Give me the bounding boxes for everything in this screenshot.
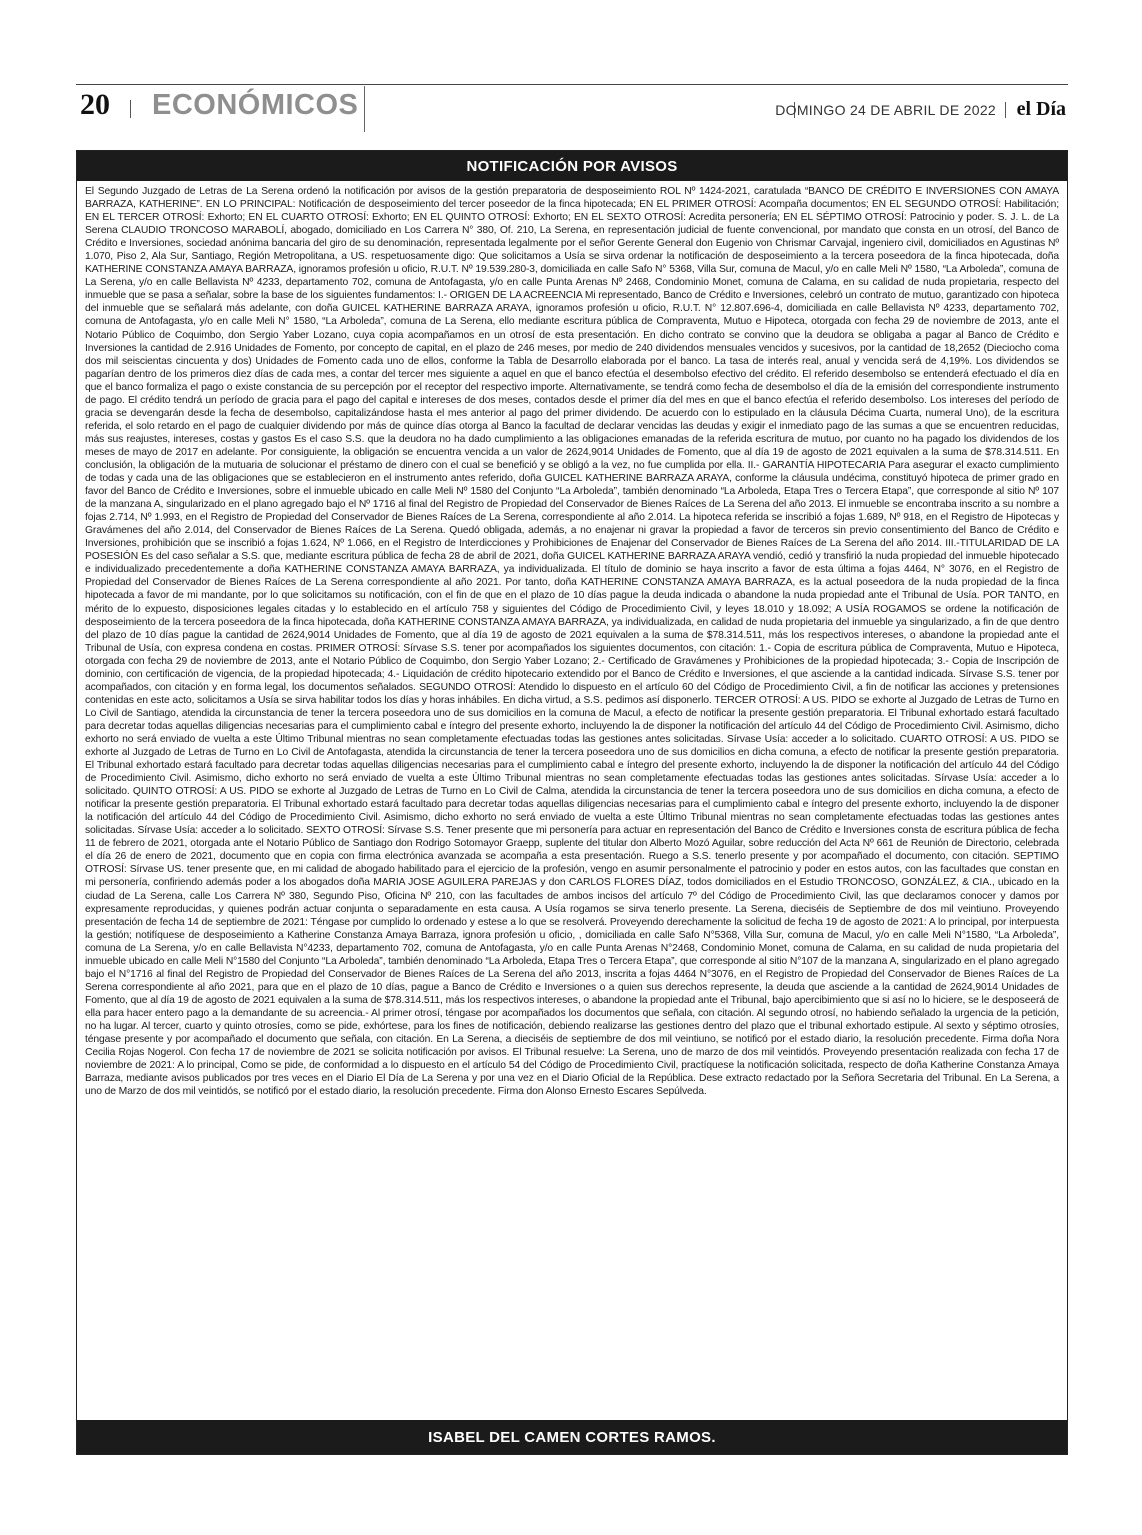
brand-divider xyxy=(1005,102,1006,118)
page-number: 20 xyxy=(80,88,110,121)
top-rule xyxy=(76,84,1068,85)
newspaper-logo: el Día xyxy=(1016,98,1066,120)
section-divider xyxy=(364,86,365,132)
notice-body: El Segundo Juzgado de Letras de La Serena ordenó la notificación por avisos de la gestión preparatoria de desposeimiento ROL Nº 1424-2021, caratulada “BANCO DE CRÉDITO E INVERSIONES CON AMAYA BARRAZA, KATHERINE”. EN LO PRINCIPAL: Notificación de desposeimiento del tercer poseedor de la finca hipotecada; EN EL PRIMER OTROSÍ: Acompaña documentos; EN EL SEGUNDO OTROSÍ: Habilitación; EN EL TERCER OTROSÍ: Exhorto; EN EL CUARTO OTROSÍ: Exhorto; EN EL QUINTO OTROSÍ: Exhorto; EN EL SEXTO OTROSÍ: Acredita personería; EN EL SÉPTIMO OTROSÍ: Patrocinio y poder. S. J. L. de La Serena CLAUDIO TRONCOSO MARABOLÍ, abogado, domiciliado en Los Carrera N° 380, Of. 210, La Serena, en representación judicial de fuente convencional, por mandato que consta en un otrosí, del Banco de Crédito e Inversiones, sociedad anónima bancaria del giro de su denominación, representada legalmente por el señor Gerente General don Eugenio von Chrismar Carvajal, ingeniero civil, domiciliados en Agustinas Nº 1.070, Piso 2, Ala Sur, Santiago, Región Metropolitana, a US. respetuosamente digo: Que solicitamos a Usía se sirva ordenar la notificación de desposeimiento a la tercera poseedora de la finca hipotecada, doña KATHERINE CONSTANZA AMAYA BARRAZA, ignoramos profesión u oficio, R.U.T. Nº 19.539.280-3, domiciliada en calle Safo N° 5368, Villa Sur, comuna de Macul, y/o en calle Meli Nº 1580, “La Arboleda”, comuna de La Serena, y/o en calle Bellavista Nº 4233, departamento 702, comuna de Antofagasta, y/o en calle Punta Arenas Nº 2468, Condominio Monet, comuna de Calama, en su calidad de nuda propietaria, respecto del inmueble que se pasa a señalar, sobre la base de los siguientes fundamentos: I.- ORIGEN DE LA ACREENCIA Mi representado, Banco de Crédito e Inversiones, celebró un contrato de mutuo, garantizado con hipoteca del inmueble que se señalará más adelante, con doña GUICEL KATHERINE BARRAZA ARAYA, ignoramos profesión u oficio, R.U.T. N° 12.807.696-4, domiciliada en calle Bellavista Nº 4233, departamento 702, comuna de Antofagasta, y/o en calle Meli N° 1580, “La Arboleda”, comuna de La Serena, ello mediante escritura pública de Compraventa, Mutuo e Hipoteca, otorgada con fecha 29 de noviembre de 2013, ante el Notario Público de Coquimbo, don Sergio Yaber Lozano, cuya copia acompañamos en un otrosí de esta presentación. En dicho contrato se convino que la deudora se obligaba a pagar al Banco de Crédito e Inversiones la cantidad de 2.916 Unidades de Fomento, por concepto de capital, en el plazo de 246 meses, por medio de 240 dividendos mensuales vencidos y sucesivos, por la cantidad de 18,2652 (Dieciocho coma dos mil seiscientas cincuenta y dos) Unidades de Fomento cada uno de ellos, conforme la Tabla de Desarrollo elaborada por el banco. La tasa de interés real, anual y vencida será de 4,19%. Los dividendos se pagarían dentro de los primeros diez días de cada mes, a contar del tercer mes siguiente a aquel en que el banco efectúa el desembolso efectivo del crédito. El referido desembolso se entenderá efectuado el día en que el banco formaliza el pago o existe constancia de su percepción por el receptor del respectivo importe. Alternativamente, se tendrá como fecha de desembolso el día de la emisión del correspondiente instrumento de pago. El crédito tendrá un período de gracia para el pago del capital e intereses de dos meses, contados desde el primer día del mes en que el banco efectúa el referido desembolso. Los intereses del período de gracia se devengarán desde la fecha de desembolso, capitalizándose hasta el mes anterior al pago del primer dividendo. De acuerdo con lo estipulado en la cláusula Décima Cuarta, numeral Uno), de la escritura referida, el solo retardo en el pago de cualquier dividendo por más de quince días otorga al Banco la facultad de declarar vencidas las deudas y exigir el inmediato pago de las sumas a que se encuentren reducidas, más sus reajustes, intereses, costas y gastos Es el caso S.S. que la deudora no ha dado cumplimiento a las obligaciones emanadas de la referida escritura de mutuo, por cuanto no ha pagado los dividendos de los meses de mayo de 2017 en adelante. Por consiguiente, la obligación se encuentra vencida a un valor de 2624,9014 Unidades de Fomento, que al día 19 de agosto de 2021 equivalen a la suma de $78.314.511. En conclusión, la obligación de la mutuaria de solucionar el préstamo de dinero con el cual se benefició y se obligó a la vez, no fue cumplida por ella. II.- GARANTÍA HIPOTECARIA Para asegurar el exacto cumplimiento de todas y cada una de las obligaciones que se establecieron en el instrumento antes referido, doña GUICEL KATHERINE BARRAZA ARAYA, conforme la cláusula undécima, constituyó hipoteca de primer grado en favor del Banco de Crédito e Inversiones, sobre el inmueble ubicado en calle Meli Nº 1580 del Conjunto “La Arboleda”, también denominado “La Arboleda, Etapa Tres o Tercera Etapa”, que corresponde al sitio Nº 107 de la manzana A, singularizado en el plano agregado bajo el Nº 1716 al final del Registro de Propiedad del Conservador de Bienes Raíces de La Serena del año 2013. El inmueble se encontraba inscrito a su nombre a fojas 2.714, Nº 1.993, en el Registro de Propiedad del Conservador de Bienes Raíces de La Serena, correspondiente al año 2.014. La hipoteca referida se inscribió a fojas 1.689, Nº 918, en el Registro de Hipotecas y Gravámenes del año 2.014, del Conservador de Bienes Raíces de La Serena. Quedó obligada, además, a no enajenar ni gravar la propiedad a favor de terceros sin previo consentimiento del Banco de Crédito e Inversiones, prohibición que se inscribió a fojas 1.624, Nº 1.066, en el Registro de Interdicciones y Prohibiciones de Enajenar del Conservador de Bienes Raíces de La Serena del año 2014. III.-TITULARIDAD DE LA POSESIÓN Es del caso señalar a S.S. que, mediante escritura pública de fecha 28 de abril de 2021, doña GUICEL KATHERINE BARRAZA ARAYA vendió, cedió y transfirió la nuda propiedad del inmueble hipotecado e individualizado precedentemente a doña KATHERINE CONSTANZA AMAYA BARRAZA, ya individualizada. El título de dominio se haya inscrito a favor de esta última a fojas 4464, N° 3076, en el Registro de Propiedad del Conservador de Bienes Raíces de La Serena correspondiente al año 2021. Por tanto, doña KATHERINE CONSTANZA AMAYA BARRAZA, es la actual poseedora de la nuda propiedad de la finca hipotecada a favor de mi mandante, por lo que solicitamos su notificación, con el fin de que en el plazo de 10 días pague la deuda indicada o abandone la nuda propiedad ante el Tribunal de Usía. POR TANTO, en mérito de lo expuesto, disposiciones legales citadas y lo establecido en el artículo 758 y siguientes del Código de Procedimiento Civil, y leyes 18.010 y 18.092; A USÍA ROGAMOS se ordene la notificación de desposeimiento de la tercera poseedora de la finca hipotecada, doña KATHERINE CONSTANZA AMAYA BARRAZA, ya individualizada, en calidad de nuda propietaria del inmueble ya singularizado, a fin de que dentro del plazo de 10 días pague la cantidad de 2624,9014 Unidades de Fomento, que al día 19 de agosto de 2021 equivalen a la suma de $78.314.511, más los respectivos intereses, o abandone la propiedad ante el Tribunal de Usía, con expresa condena en costas. PRIMER OTROSÍ: Sírvase S.S. tener por acompañados los siguientes documentos, con citación: 1.- Copia de escritura pública de Compraventa, Mutuo e Hipoteca, otorgada con fecha 29 de noviembre de 2013, ante el Notario Público de Coquimbo, don Sergio Yaber Lozano; 2.- Certificado de Gravámenes y Prohibiciones de la propiedad hipotecada; 3.- Copia de Inscripción de dominio, con certificación de vigencia, de la propiedad hipotecada; 4.- Liquidación de crédito hipotecario extendido por el Banco de Crédito e Inversiones, el que asciende a la cantidad indicada. Sírvase S.S. tener por acompañados, con citación y en forma legal, los documentos señalados. SEGUNDO OTROSÍ: Atendido lo dispuesto en el artículo 60 del Código de Procedimiento Civil, a fin de notificar las acciones y pretensiones contenidas en este acto, solicitamos a Usía se sirva habilitar todos los días y horas inhábiles. En dicha virtud, a S.S. pedimos así disponerlo. TERCER OTROSÍ: A US. PIDO se exhorte al Juzgado de Letras de Turno en Lo Civil de Santiago, atendida la circunstancia de tener la tercera poseedora uno de sus domicilios en la comuna de Macul, a efecto de notificar la presente gestión preparatoria. El Tribunal exhortado estará facultado para decretar todas aquellas diligencias necesarias para el cumplimiento cabal e íntegro del presente exhorto, incluyendo la de disponer la notificación del artículo 44 del Código de Procedimiento Civil. Asimismo, dicho exhorto no será enviado de vuelta a este Último Tribunal mientras no sean completamente efectuadas todas las gestiones antes solicitadas. Sírvase Usía: acceder a lo solicitado. CUARTO OTROSÍ: A US. PIDO se exhorte al Juzgado de Letras de Turno en Lo Civil de Antofagasta, atendida la circunstancia de tener la tercera poseedora uno de sus domicilios en dicha comuna, a efecto de notificar la presente gestión preparatoria. El Tribunal exhortado estará facultado para decretar todas aquellas diligencias necesarias para el cumplimiento cabal e íntegro del presente exhorto, incluyendo la de disponer la notificación del artículo 44 del Código de Procedimiento Civil. Asimismo, dicho exhorto no será enviado de vuelta a este Último Tribunal mientras no sean completamente efectuadas todas las gestiones antes solicitadas. Sírvase Usía: acceder a lo solicitado. QUINTO OTROSÍ: A US. PIDO se exhorte al Juzgado de Letras de Turno en Lo Civil de Calma, atendida la circunstancia de tener la tercera poseedora uno de sus domicilios en dicha comuna, a efecto de notificar la presente gestión preparatoria. El Tribunal exhortado estará facultado para decretar todas aquellas diligencias necesarias para el cumplimiento cabal e íntegro del presente exhorto, incluyendo la de disponer la notificación del artículo 44 del Código de Procedimiento Civil. Asimismo, dicho exhorto no será enviado de vuelta a este Último Tribunal mientras no sean completamente efectuadas todas las gestiones antes solicitadas. Sírvase Usía: acceder a lo solicitado. SEXTO OTROSÍ: Sírvase S.S. Tener presente que mi personería para actuar en representación del Banco de Crédito e Inversiones consta de escritura pública de fecha 11 de febrero de 2021, otorgada ante el Notario Público de Santiago don Rodrigo Sotomayor Graepp, suplente del titular don Alberto Mozó Aguilar, sobre reducción del Acta Nº 661 de Reunión de Directorio, celebrada el día 26 de enero de 2021, documento que en copia con firma electrónica avanzada se acompaña a esta presentación. Ruego a S.S. tenerlo presente y por acompañado el documento, con citación. SEPTIMO OTROSÍ: Sírvase US. tener presente que, en mi calidad de abogado habilitado para el ejercicio de la profesión, vengo en asumir personalmente el patrocinio y poder en estos autos, con las facultades que constan en mi personería, confiriendo además poder a los abogados doña MARIA JOSE AGUILERA PAREJAS y don CARLOS FLORES DÍAZ, todos domiciliados en el Estudio TRONCOSO, GONZÁLEZ, & CIA., ubicado en la ciudad de La Serena, calle Los Carrera Nº 380, Segundo Piso, Oficina Nº 210, con las facultades de ambos incisos del artículo 7º del Código de Procedimiento Civil, las que declaramos conocer y damos por expresamente reproducidas, y quienes podrán actuar conjunta o separadamente en esta causa. A Usía rogamos se sirva tenerlo presente. La Serena, dieciséis de Septiembre de dos mil veintiuno. Proveyendo presentación de fecha 14 de septiembre de 2021: Téngase por cumplido lo ordenado y estese a lo que se resolverá. Proveyendo derechamente la solicitud de fecha 19 de agosto de 2021: A lo principal, por interpuesta la gestión; notifíquese de desposeimiento a Katherine Constanza Amaya Barraza, ignora profesión u oficio, , domiciliada en calle Safo N°5368, Villa Sur, comuna de Macul, y/o en calle Meli N°1580, “La Arboleda”, comuna de La Serena, y/o en calle Bellavista N°4233, departamento 702, comuna de Antofagasta, y/o en calle Punta Arenas N°2468, Condominio Monet, comuna de Calama, en su calidad de nuda propietaria del inmueble ubicado en calle Meli N°1580 del Conjunto “La Arboleda”, también denominado “La Arboleda, Etapa Tres o Tercera Etapa”, que corresponde al sitio N°107 de la manzana A, singularizado en el plano agregado bajo el N°1716 al final del Registro de Propiedad del Conservador de Bienes Raíces de La Serena del año 2013, inscrita a fojas 4464 N°3076, en el Registro de Propiedad del Conservador de Bienes Raíces de La Serena correspondiente al año 2021, para que en el plazo de 10 días, pague a Banco de Crédito e Inversiones o a quien sus derechos represente, la deuda que asciende a la cantidad de 2624,9014 Unidades de Fomento, que al día 19 de agosto de 2021 equivalen a la suma de $78.314.511, más los respectivos intereses, o abandone la propiedad ante el Tribunal, bajo apercibimiento que si así no lo hiciere, se le desposeerá de ella para hacer entero pago a la demandante de su acreencia.- Al primer otrosí, téngase por acompañados los documentos que señala, con citación. Al segundo otrosí, no habiendo señalado la urgencia de la petición, no ha lugar. Al tercer, cuarto y quinto otrosíes, como se pide, exhórtese, para los fines de notificación, debiendo realizarse las gestiones dentro del plazo que el tribunal exhortado estipule. Al sexto y séptimo otrosíes, téngase presente y por acompañado el documento que señala, con citación. En La Serena, a dieciséis de septiembre de dos mil veintiuno, se notificó por el estado diario, la resolución precedente. Firma doña Nora Cecilia Rojas Nogerol. Con fecha 17 de noviembre de 2021 se solicita notificación por avisos. El Tribunal resuelve: La Serena, uno de marzo de dos mil veintidós. Proveyendo presentación realizada con fecha 17 de noviembre de 2021: A lo principal, Como se pide, de conformidad a lo dispuesto en el artículo 54 del Código de Procedimiento Civil, practíquese la notificación solicitada, respecto de doña Katherine Constanza Amaya Barraza, mediante avisos publicados por tres veces en el Diario El Día de La Serena y por una vez en el Diario Oficial de la República. Dese extracto redactado por la Señora Secretaria del Tribunal. En La Serena, a uno de Marzo de dos mil veintidós, se notificó por el estado diario, la resolución precedente. Firma don Alonso Ernesto Escares Sepúlveda. xyxy=(85,186,1059,1098)
legal-notice xyxy=(76,150,1068,1455)
notice-title: NOTIFICACIÓN POR AVISOS xyxy=(77,151,1067,181)
publication-date: DOMINGO 24 DE ABRIL DE 2022 xyxy=(775,102,996,118)
section-title: ECONÓMICOS xyxy=(152,89,359,121)
page-header xyxy=(76,86,1068,132)
header-divider xyxy=(130,100,131,118)
notice-signature: ISABEL DEL CAMEN CORTES RAMOS. xyxy=(77,1420,1067,1454)
